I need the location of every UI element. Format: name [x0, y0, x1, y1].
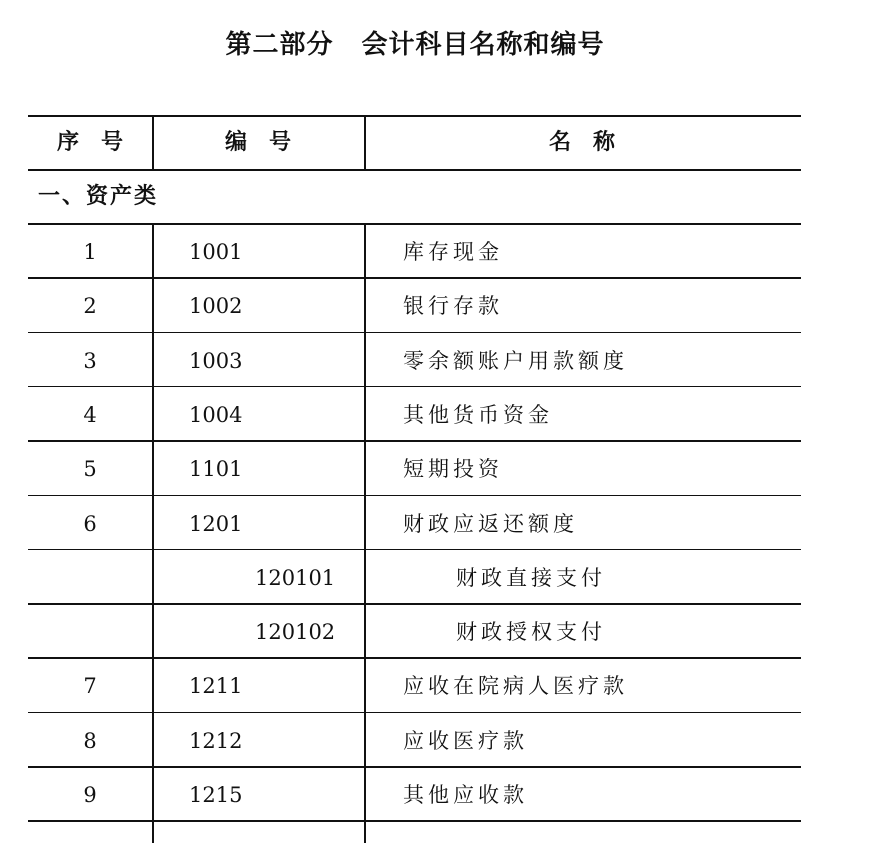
row-code: 1002 — [189, 294, 243, 319]
title-text: 会计科目名称和编号 — [361, 30, 605, 60]
row-code: 120101 — [255, 565, 336, 590]
row-name: 财政直接支付 — [456, 565, 606, 590]
section-heading: 一、资产类 — [38, 184, 159, 209]
row-name: 应收在院病人医疗款 — [403, 674, 628, 699]
header-name: 名 称 — [548, 130, 615, 155]
row-seq: 7 — [83, 674, 97, 699]
divider — [152, 223, 154, 843]
row-seq: 3 — [83, 348, 97, 373]
row-seq: 6 — [83, 511, 97, 536]
divider — [364, 223, 366, 843]
row-seq: 9 — [83, 783, 97, 807]
row-code: 1101 — [189, 457, 243, 482]
row-divider — [28, 549, 801, 551]
row-code: 1201 — [189, 511, 243, 536]
row-code: 1001 — [189, 240, 243, 264]
row-name: 其他货币资金 — [403, 402, 553, 427]
row-name: 银行存款 — [403, 294, 503, 319]
title-part: 第二部分 — [225, 30, 334, 60]
row-seq: 1 — [83, 240, 97, 264]
row-code: 1215 — [189, 783, 243, 807]
row-code: 1212 — [189, 728, 243, 753]
header-code: 编 号 — [224, 130, 291, 155]
row-name: 应收医疗款 — [403, 728, 528, 753]
row-name: 库存现金 — [403, 240, 503, 264]
row-divider — [28, 603, 801, 605]
row-seq: 2 — [83, 294, 97, 319]
row-name: 其他应收款 — [403, 783, 528, 807]
row-name: 财政授权支付 — [456, 620, 606, 645]
row-seq: 5 — [83, 457, 97, 482]
page-title — [0, 24, 830, 61]
row-code: 1003 — [189, 348, 243, 373]
row-seq: 8 — [83, 728, 97, 753]
row-code: 1211 — [189, 674, 243, 699]
row-code: 1004 — [189, 402, 243, 427]
row-name: 短期投资 — [403, 457, 503, 482]
row-seq: 4 — [83, 402, 97, 427]
row-name: 财政应返还额度 — [403, 511, 578, 536]
row-name: 零余额账户用款额度 — [403, 348, 628, 373]
row-divider — [28, 820, 801, 822]
header-seq: 序 号 — [56, 130, 123, 155]
row-code: 120102 — [255, 620, 336, 645]
